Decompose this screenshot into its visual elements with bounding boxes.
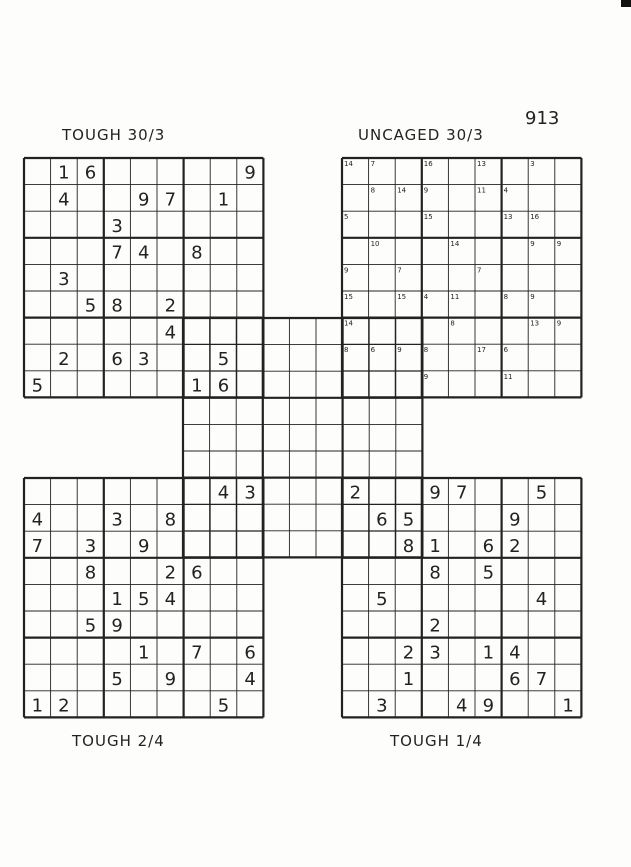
grid-bottom-left-digit: 3 [244, 482, 256, 504]
grid-bottom-left-digit: 4 [217, 482, 230, 504]
grid-bottom-right-digit: 1 [429, 535, 441, 557]
grid-bottom-right-digit: 5 [482, 562, 495, 584]
grid-bottom-left-digit: 9 [164, 668, 177, 690]
grid-top-left-digit: 1 [191, 375, 203, 397]
grid-top-right-cage-sum: 9 [556, 239, 562, 248]
grid-top-left-digit: 4 [164, 322, 177, 344]
grid-top-left-digit: 3 [58, 269, 70, 291]
grid-top-right-cage-sum: 9 [530, 239, 535, 248]
grid-top-right-cage-sum: 11 [503, 372, 513, 381]
label-bottom-right: TOUGH 1/4 [390, 732, 483, 750]
label-top-left: TOUGH 30/3 [62, 126, 166, 144]
page-number: 913 [525, 108, 560, 129]
grid-top-right-cage-sum: 7 [370, 160, 376, 168]
grid-bottom-right-digit: 4 [535, 589, 548, 611]
grid-top-left-digit: 1 [58, 162, 70, 184]
grid-top-right-cage-sum: 15 [397, 293, 407, 301]
grid-top-right-cage-sum: 9 [344, 266, 349, 275]
grid-top-right-cage-sum: 4 [423, 293, 429, 301]
grid-bottom-right-digit: 1 [482, 642, 495, 664]
grid-bottom-left-digit: 9 [111, 615, 123, 637]
grid-top-left-digit: 6 [111, 348, 123, 370]
grid-top-left-digit: 8 [111, 295, 123, 317]
grid-top-left-digit: 6 [84, 162, 97, 184]
grid-top-right-cage-sum: 11 [450, 293, 460, 301]
grid-bottom-right-digit: 4 [455, 695, 468, 717]
grid-top-right-cage-sum: 5 [344, 213, 349, 222]
grid-top-right-cage-sum: 8 [370, 186, 376, 195]
grid-top-right-cage-sum: 9 [556, 319, 562, 328]
grid-top-left-digit: 8 [191, 242, 203, 264]
grid-top-right-cage-sum: 13 [503, 213, 513, 222]
grid-bottom-left-digit: 5 [111, 668, 123, 690]
grid-bottom-right-digit: 2 [402, 642, 415, 664]
grid-top-right-cage-sum: 14 [450, 239, 460, 248]
grid-bottom-right-digit: 9 [509, 509, 521, 531]
grid-bottom-right-digit: 2 [509, 535, 521, 557]
grid-bottom-left-digit: 6 [191, 562, 203, 584]
grid-top-right-cage-sum: 3 [530, 160, 535, 168]
grid-bottom-left-digit: 1 [31, 695, 44, 717]
grid-bottom-right-digit: 9 [482, 695, 495, 717]
grid-bottom-right-digit: 6 [482, 535, 495, 557]
grid-top-left-digit: 6 [217, 375, 230, 397]
grid-top-left-digit: 2 [58, 348, 70, 370]
grid-top-left-digit: 9 [244, 162, 256, 184]
grid-top-left-digit: 2 [164, 295, 177, 317]
grid-bottom-right-digit: 2 [429, 615, 441, 637]
grid-bottom-left-digit: 3 [84, 535, 97, 557]
grid-top-right-cage-sum: 8 [503, 293, 509, 301]
grid-bottom-right-digit: 8 [402, 535, 415, 557]
grid-bottom-left-digit: 7 [31, 535, 44, 557]
grid-bottom-right-digit: 1 [402, 668, 415, 690]
grid-top-left-digit: 4 [137, 242, 150, 264]
grid-top-right-cage-sum: 7 [477, 266, 482, 275]
grid-top-left-digit: 7 [111, 242, 123, 264]
grid-top-right-cage-sum: 9 [397, 346, 402, 355]
grid-top-right-cage-sum: 13 [530, 319, 540, 328]
grid-bottom-right-digit: 4 [509, 642, 521, 664]
grid-bottom-right-digit: 9 [429, 482, 441, 504]
grid-bottom-left-digit: 9 [137, 535, 150, 557]
grid-top-left-digit: 4 [58, 189, 70, 211]
grid-bottom-right-digit: 5 [402, 509, 415, 531]
grid-bottom-right-digit: 5 [535, 482, 548, 504]
grid-top-right-cage-sum: 16 [423, 160, 433, 168]
grid-bottom-left-digit: 6 [244, 642, 256, 664]
label-top-right: UNCAGED 30/3 [358, 126, 484, 144]
grid-top-right-cage-sum: 15 [423, 213, 433, 222]
grid-top-right-cage-sum: 14 [344, 160, 353, 168]
grid-bottom-right-digit: 1 [562, 695, 574, 717]
grid-top-right-cage-sum: 10 [370, 239, 380, 248]
grid-bottom-left-digit: 1 [111, 589, 123, 611]
grid-top-right-cage-sum: 9 [530, 293, 535, 301]
grid-bottom-left-digit: 8 [164, 509, 177, 531]
grid-top-right-cage-sum: 17 [477, 346, 486, 355]
grid-bottom-right-digit: 2 [349, 482, 362, 504]
grid-top-right-cage-sum: 8 [344, 346, 349, 355]
grid-top-right-cage-sum: 14 [344, 319, 353, 328]
grid-bottom-left-digit: 1 [137, 642, 150, 664]
label-bottom-left: TOUGH 2/4 [72, 732, 165, 750]
grid-bottom-left-digit: 4 [31, 509, 44, 531]
grid-bottom-left-digit: 4 [164, 589, 177, 611]
grid-top-left-digit: 1 [217, 189, 230, 211]
grid-top-right-cage-sum: 11 [477, 186, 486, 195]
grid-top-left-digit: 9 [137, 189, 150, 211]
grid-bottom-left-digit: 5 [84, 615, 97, 637]
grid-bottom-left-digit: 8 [84, 562, 97, 584]
grid-bottom-right-digit: 7 [535, 668, 548, 690]
grid-bottom-right-digit: 3 [376, 695, 388, 717]
grid-bottom-right-digit: 3 [429, 642, 441, 664]
grid-bottom-right-digit: 7 [455, 482, 468, 504]
grid-top-right-cage-sum: 9 [423, 372, 429, 381]
grid-bottom-right-digit: 6 [509, 668, 521, 690]
grid-bottom-left-digit: 5 [137, 589, 150, 611]
grid-top-left-digit: 7 [164, 189, 177, 211]
grid-top-right-cage-sum: 16 [530, 213, 540, 222]
grid-top-right-cage-sum: 14 [397, 186, 407, 195]
grid-bottom-left-digit: 3 [111, 509, 123, 531]
grid-bottom-left-digit: 7 [191, 642, 203, 664]
grid-top-right-cage-sum: 8 [423, 346, 429, 355]
grid-top-right-cage-sum: 6 [503, 346, 509, 355]
grid-top-left-digit: 3 [111, 215, 123, 237]
grid-bottom-left-digit: 4 [244, 668, 256, 690]
grid-bottom-right-digit: 6 [376, 509, 388, 531]
grid-top-right-cage-sum: 15 [344, 293, 353, 301]
grid-top-left-digit: 5 [84, 295, 97, 317]
grid-top-left-digit: 3 [137, 348, 150, 370]
grid-top-right-cage-sum: 13 [477, 160, 486, 168]
grid-top-right-cage-sum: 4 [503, 186, 509, 195]
grid-bottom-right-digit: 5 [376, 589, 388, 611]
grid-top-right-cage-sum: 9 [423, 186, 429, 195]
grid-bottom-left-digit: 2 [164, 562, 177, 584]
grid-top-left-digit: 5 [31, 375, 44, 397]
grid-top-left-digit: 5 [217, 348, 230, 370]
grid-top-right-cage-sum: 8 [450, 319, 455, 328]
grid-bottom-left-digit: 5 [217, 695, 230, 717]
grid-bottom-right-digit: 8 [429, 562, 441, 584]
grid-bottom-left-digit: 2 [58, 695, 70, 717]
grid-top-right-cage-sum: 7 [397, 266, 402, 275]
grid-top-right-cage-sum: 6 [370, 346, 376, 355]
